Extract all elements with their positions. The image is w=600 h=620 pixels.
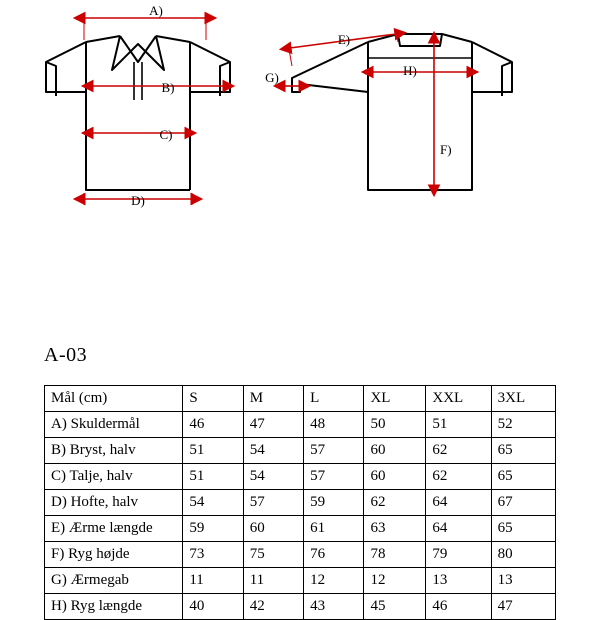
cell-value: 79 <box>426 542 491 568</box>
cell-value: 47 <box>243 412 303 438</box>
marker-a-label: A) <box>149 3 163 18</box>
cell-value: 62 <box>426 438 491 464</box>
table-row <box>45 594 556 620</box>
cell-value: 76 <box>304 542 364 568</box>
column-header-3xl: 3XL <box>491 386 555 412</box>
cell-value: 63 <box>364 516 426 542</box>
column-header-l: L <box>304 386 364 412</box>
row-label: E) Ærme længde <box>45 516 183 542</box>
row-label: G) Ærmegab <box>45 568 183 594</box>
cell-value: 50 <box>364 412 426 438</box>
cell-value: 61 <box>304 516 364 542</box>
cell-value: 59 <box>183 516 243 542</box>
cell-value: 60 <box>243 516 303 542</box>
cell-value: 78 <box>364 542 426 568</box>
cell-value: 40 <box>183 594 243 620</box>
marker-d-label: D) <box>131 193 145 208</box>
column-header-s: S <box>183 386 243 412</box>
cell-value: 64 <box>426 516 491 542</box>
table-row <box>45 412 556 438</box>
cell-value: 62 <box>426 464 491 490</box>
row-label: D) Hofte, halv <box>45 490 183 516</box>
cell-value: 48 <box>304 412 364 438</box>
marker-e-label: E) <box>337 32 351 47</box>
size-chart-table <box>44 385 556 620</box>
table-row <box>45 464 556 490</box>
cell-value: 80 <box>491 542 555 568</box>
marker-g-label: G) <box>265 70 279 85</box>
table-row <box>45 542 556 568</box>
cell-value: 67 <box>491 490 555 516</box>
cell-value: 60 <box>364 438 426 464</box>
cell-value: 57 <box>304 438 364 464</box>
row-label: B) Bryst, halv <box>45 438 183 464</box>
style-code: A-03 <box>44 344 88 366</box>
cell-value: 65 <box>491 516 555 542</box>
cell-value: 62 <box>364 490 426 516</box>
cell-value: 46 <box>183 412 243 438</box>
marker-f-label: F) <box>440 142 452 157</box>
cell-value: 51 <box>183 464 243 490</box>
cell-value: 13 <box>491 568 555 594</box>
cell-value: 75 <box>243 542 303 568</box>
cell-value: 13 <box>426 568 491 594</box>
marker-c-label: C) <box>159 127 173 142</box>
cell-value: 46 <box>426 594 491 620</box>
cell-value: 57 <box>304 464 364 490</box>
cell-value: 54 <box>183 490 243 516</box>
cell-value: 11 <box>183 568 243 594</box>
cell-value: 65 <box>491 438 555 464</box>
cell-value: 45 <box>364 594 426 620</box>
cell-value: 51 <box>183 438 243 464</box>
row-label: H) Ryg længde <box>45 594 183 620</box>
row-label: F) Ryg højde <box>45 542 183 568</box>
marker-b-label: B) <box>161 80 175 95</box>
column-header-xxl: XXL <box>426 386 491 412</box>
cell-value: 47 <box>491 594 555 620</box>
cell-value: 59 <box>304 490 364 516</box>
table-header-row <box>45 386 556 412</box>
table-row <box>45 438 556 464</box>
marker-h-label: H) <box>403 63 417 78</box>
cell-value: 12 <box>364 568 426 594</box>
row-label: A) Skuldermål <box>45 412 183 438</box>
size-chart-body <box>45 386 556 620</box>
cell-value: 52 <box>491 412 555 438</box>
cell-value: 60 <box>364 464 426 490</box>
cell-value: 12 <box>304 568 364 594</box>
cell-value: 51 <box>426 412 491 438</box>
cell-value: 42 <box>243 594 303 620</box>
cell-value: 54 <box>243 464 303 490</box>
table-row <box>45 516 556 542</box>
cell-value: 11 <box>243 568 303 594</box>
cell-value: 43 <box>304 594 364 620</box>
cell-value: 54 <box>243 438 303 464</box>
column-header-measure: Mål (cm) <box>45 386 183 412</box>
row-label: C) Talje, halv <box>45 464 183 490</box>
table-row <box>45 490 556 516</box>
cell-value: 64 <box>426 490 491 516</box>
cell-value: 57 <box>243 490 303 516</box>
cell-value: 65 <box>491 464 555 490</box>
cell-value: 73 <box>183 542 243 568</box>
column-header-m: M <box>243 386 303 412</box>
table-row <box>45 568 556 594</box>
column-header-xl: XL <box>364 386 426 412</box>
